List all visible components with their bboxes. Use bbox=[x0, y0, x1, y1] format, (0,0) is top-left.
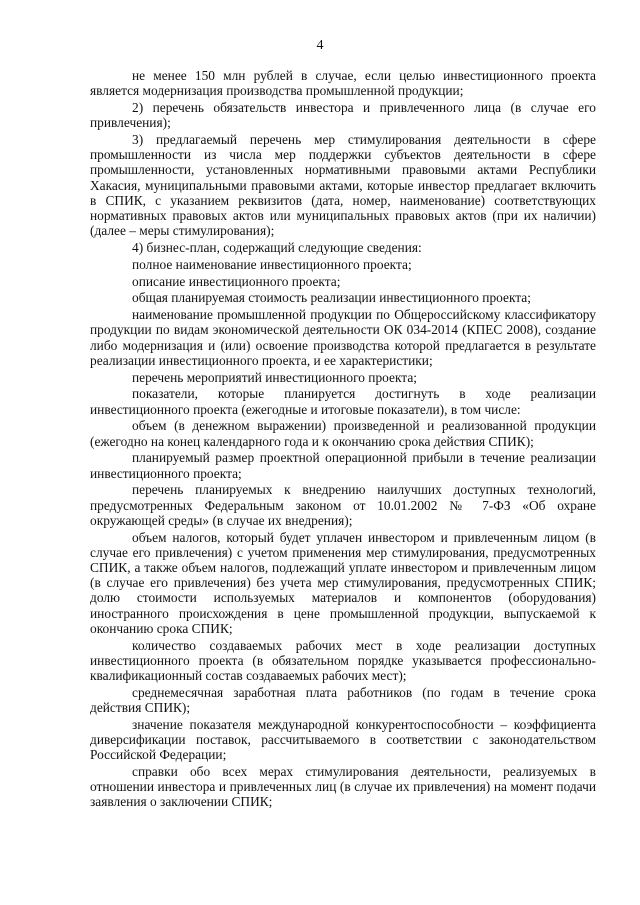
paragraph: справки обо всех мерах стимулирования деятельности, реализуемых в отношении инвестора и привлеченных лиц (в случае их привлечения) на момент подачи заявления о заключении СПИК; bbox=[90, 764, 596, 810]
paragraph: 2) перечень обязательств инвестора и привлеченного лица (в случае его привлечения); bbox=[90, 100, 596, 131]
paragraph: объем налогов, который будет уплачен инвестором и привлеченным лицом (в случае его привлечения) с учетом применения мер стимулирования, предусмотренных СПИК, а также объем налогов, подлежащий уплате инвестором и привлеченным лицом (в случае его привлечения) без учета мер стимулирования, предусмотренных СПИК; долю стоимости используемых материалов и компонентов (оборудования) иностранного происхождения в цене промышленной продукции, выпускаемой к окончанию срока СПИК; bbox=[90, 529, 596, 636]
paragraph: наименование промышленной продукции по Общероссийскому классификатору продукции по видам экономической деятельности ОК 034-2014 (КПЕС 2008), создание либо модернизация и (или) освоение производства которой предлагается в результате реализации инвестиционного проекта, и ее характеристики; bbox=[90, 307, 596, 368]
paragraph: планируемый размер проектной операционной прибыли в течение реализации инвестиционного проекта; bbox=[90, 450, 596, 481]
paragraph: объем (в денежном выражении) произведенной и реализованной продукции (ежегодно на конец календарного года и к окончанию срока действия СПИК); bbox=[90, 418, 596, 449]
paragraph: перечень планируемых к внедрению наилучших доступных технологий, предусмотренных Федеральным законом от 10.01.2002 № 7-ФЗ «Об охране окружающей среды» (в случае их внедрения); bbox=[90, 482, 596, 528]
paragraph: общая планируемая стоимость реализации инвестиционного проекта; bbox=[132, 290, 531, 306]
paragraph: описание инвестиционного проекта; bbox=[132, 273, 341, 289]
paragraph: количество создаваемых рабочих мест в ходе реализации доступных инвестиционного проекта (в обязательном порядке указывается профессионально-квалификационный состав создаваемых рабочих мест); bbox=[90, 637, 596, 684]
paragraph: 4) бизнес-план, содержащий следующие сведения: bbox=[132, 240, 422, 256]
document-body bbox=[90, 68, 596, 811]
paragraph: значение показателя международной конкурентоспособности – коэффициента диверсификации поставок, рассчитываемого в соответствии с законодательством Российской Федерации; bbox=[90, 716, 596, 763]
paragraph: среднемесячная заработная плата работников (по годам в течение срока действия СПИК); bbox=[90, 684, 596, 716]
paragraph: не менее 150 млн рублей в случае, если целью инвестиционного проекта является модернизация производства промышленной продукции; bbox=[90, 68, 596, 99]
page-number: 4 bbox=[316, 38, 324, 53]
paragraph: 3) предлагаемый перечень мер стимулирования деятельности в сфере промышленности из числа мер поддержки субъектов деятельности в сфере промышленности, установленных нормативными правовыми актами Республики Хакасия, муниципальными правовыми актами, которые инвестор предлагает включить в СПИК, с указанием реквизитов (дата, номер, наименование) соответствующих нормативных правовых актов или муниципальных правовых актов (при их наличии) (далее – меры стимулирования); bbox=[90, 132, 596, 239]
paragraph: перечень мероприятий инвестиционного проекта; bbox=[132, 369, 417, 385]
paragraph: полное наименование инвестиционного проекта; bbox=[132, 256, 412, 272]
paragraph: показатели, которые планируется достигнуть в ходе реализации инвестиционного проекта (ежегодные и итоговые показатели), в том числе: bbox=[90, 386, 596, 417]
